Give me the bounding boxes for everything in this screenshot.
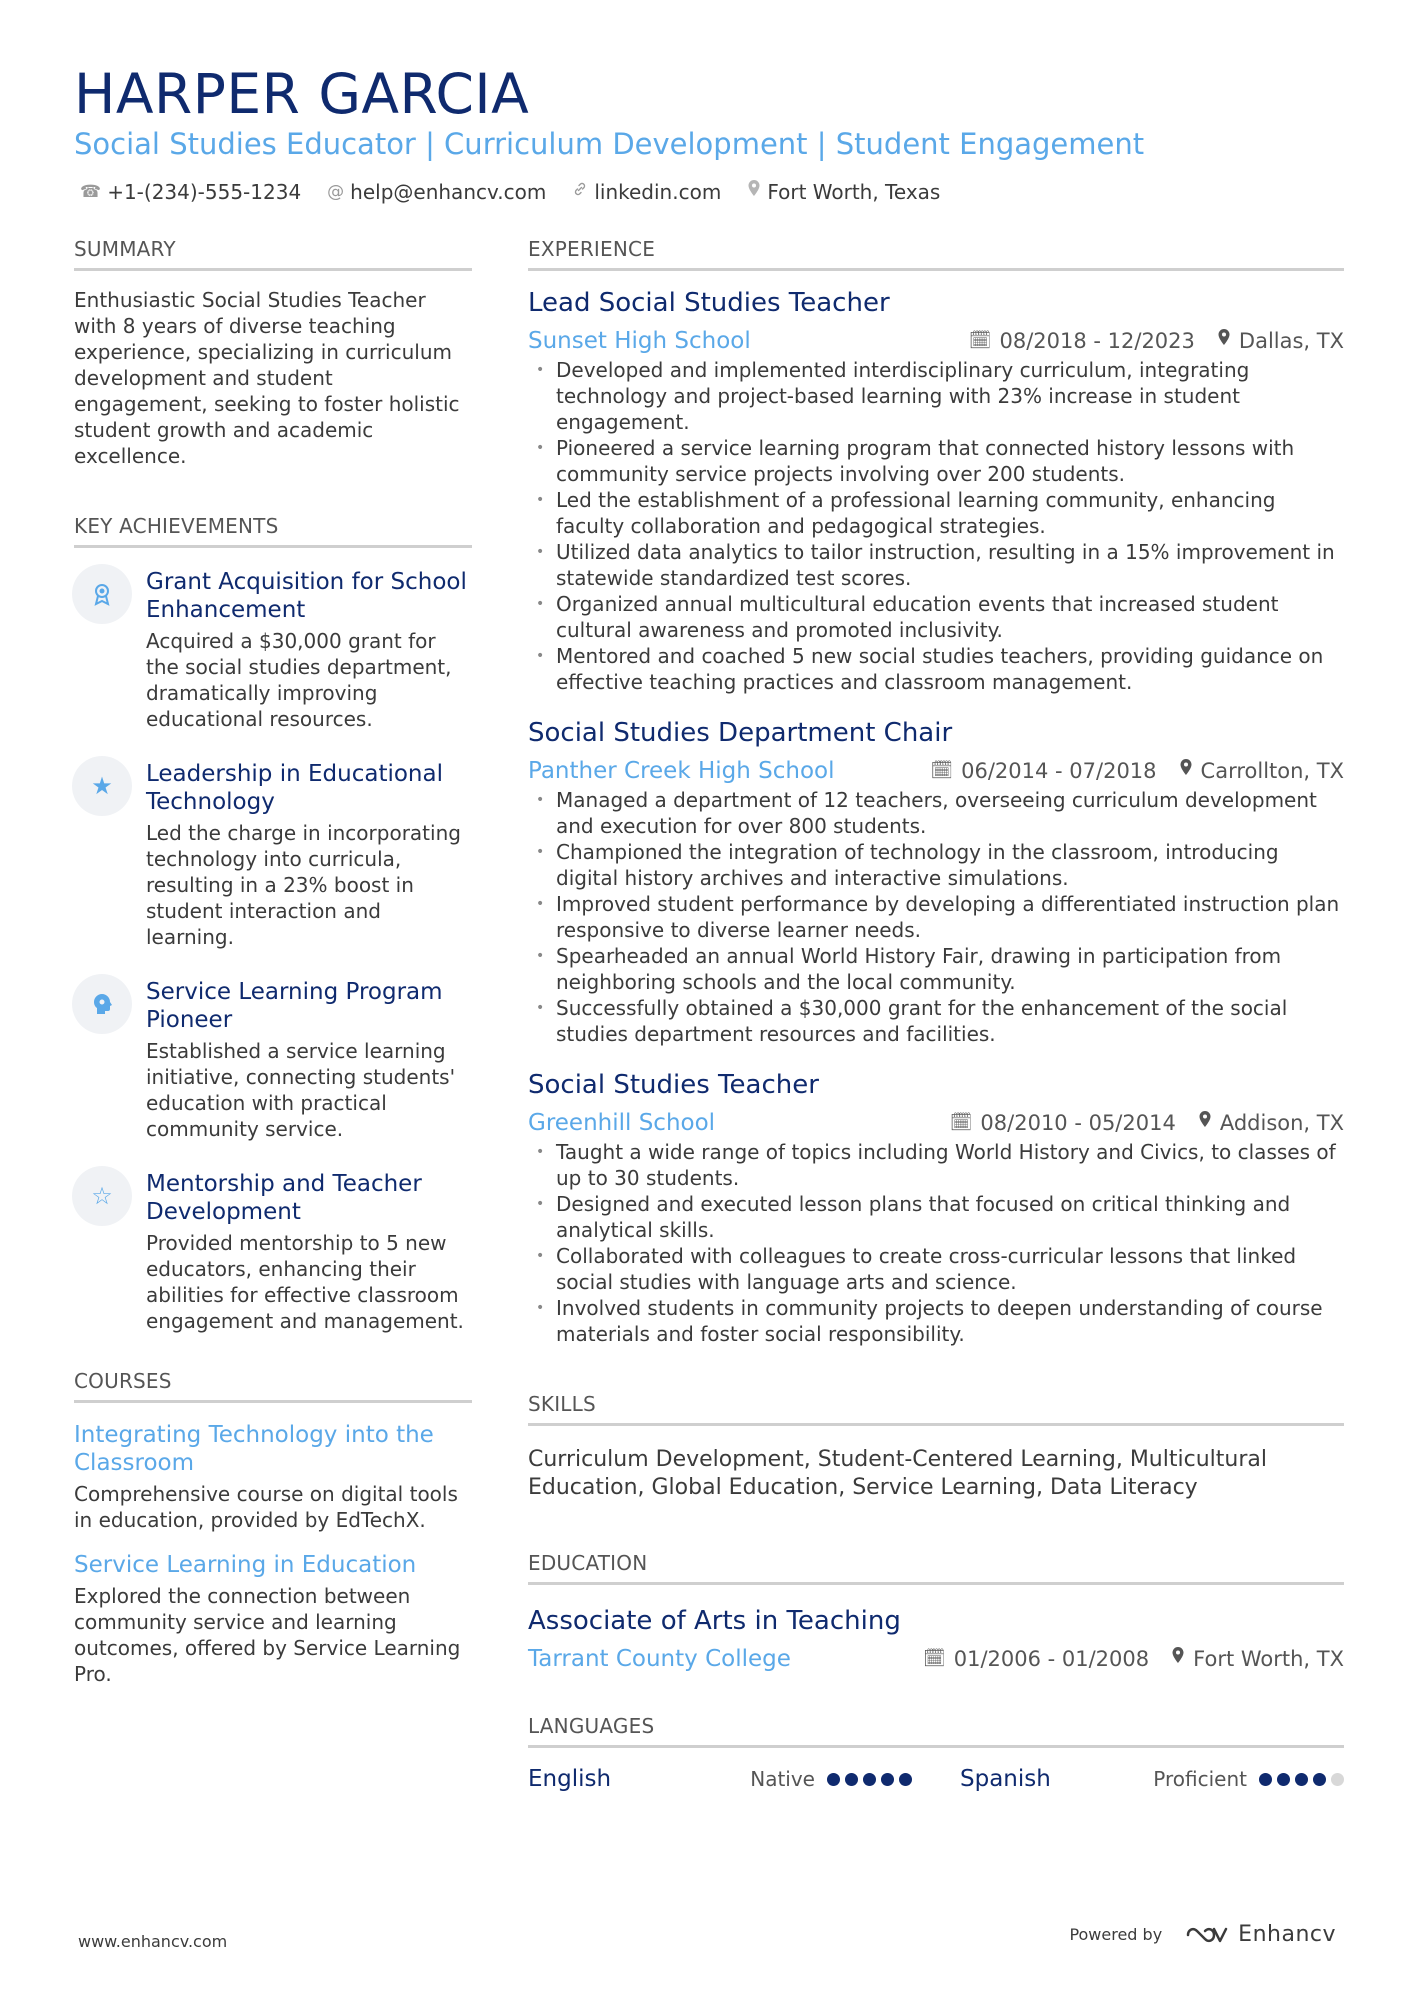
language-level: Proficient [1153,1767,1247,1791]
course-item [74,1421,472,1533]
rating-dot-filled [1277,1773,1290,1786]
job-location: Addison, TX [1219,1111,1344,1135]
job-entry [528,1069,1344,1347]
contact-linkedin-text[interactable]: linkedin.com [594,180,722,204]
course-desc: Explored the connection between community service and learning outcomes, offered by Service Learning Pro. [74,1584,461,1686]
education-title: EDUCATION [528,1550,1344,1585]
headline: Social Studies Educator | Curriculum Development | Student Engagement [74,127,1145,161]
job-title: Social Studies Department Chair [528,718,953,748]
job-dates: 08/2018 - 12/2023 [999,329,1195,353]
bullet: • Designed and executed lesson plans that focused on critical thinking and analytical skills. [528,1191,1344,1243]
achievement-item [74,1166,472,1334]
job-bullets [528,1139,1344,1347]
calendar-icon: 🗓 [930,760,954,781]
job-location: Carrollton, TX [1200,759,1344,783]
education-location: Fort Worth, TX [1193,1647,1344,1671]
contact-bar [80,178,940,206]
bullet: • Improved student performance by developing a differentiated instruction plan responsive to diverse learner needs. [528,891,1344,943]
achievement-title: Service Learning Program Pioneer [146,979,443,1033]
rating-dot-empty [1331,1773,1344,1786]
phone-icon: ☎ [80,182,102,202]
achievement-item [74,974,472,1142]
experience-title: EXPERIENCE [528,236,1344,271]
contact-phone [80,178,301,206]
language-item [960,1766,1344,1792]
bullet: • Spearheaded an annual World History Fair, drawing in participation from neighboring schools and the local community. [528,943,1344,995]
job-bullets [528,787,1344,1047]
languages-title: LANGUAGES [528,1713,1344,1748]
enhancv-logo-icon [1184,1923,1230,1947]
award-icon [72,564,132,624]
achievement-desc: Provided mentorship to 5 new educators, enhancing their abilities for effective classroom engagement and management. [146,1231,464,1333]
language-rating [1259,1773,1344,1786]
job-dates: 08/2010 - 05/2014 [980,1111,1176,1135]
degree: Associate of Arts in Teaching [528,1606,901,1636]
calendar-icon: 🗓 [922,1648,946,1669]
job-location: Dallas, TX [1238,329,1344,353]
contact-email[interactable] [327,178,546,206]
company-name: Sunset High School [528,328,751,354]
achievement-item [74,564,472,732]
star-outline-icon: ☆ [72,1166,132,1226]
bullet: • Utilized data analytics to tailor instruction, resulting in a 15% improvement in statewide standardized test scores. [528,539,1344,591]
link-icon [572,178,588,206]
bullet: • Managed a department of 12 teachers, overseeing curriculum development and execution for over 800 students. [528,787,1344,839]
location-icon [1179,757,1193,785]
rating-dot-filled [899,1773,912,1786]
course-title: Service Learning in Education [74,1552,417,1578]
achievement-title: Leadership in Educational Technology [146,761,443,815]
rating-dot-filled [863,1773,876,1786]
bullet: • Pioneered a service learning program that connected history lessons with community service projects involving over 200 students. [528,435,1344,487]
skills-title: SKILLS [528,1391,1344,1426]
bullet: • Mentored and coached 5 new social studies teachers, providing guidance on effective teaching practices and classroom management. [528,643,1344,695]
brand-name: Enhancv [1238,1922,1336,1947]
calendar-icon: 🗓 [968,330,992,351]
bullet: • Developed and implemented interdisciplinary curriculum, integrating technology and project-based learning with 23% increase in student engagement. [528,357,1344,435]
language-rating [827,1773,912,1786]
education-entry [528,1605,1344,1673]
contact-phone-text: +1-(234)-555-1234 [107,180,302,204]
course-title: Integrating Technology into the Classroom [74,1422,434,1476]
location-icon [1198,1109,1212,1137]
job-title: Lead Social Studies Teacher [528,288,890,318]
footer-branding [1069,1922,1336,1947]
contact-location-text: Fort Worth, Texas [767,180,941,204]
bullet: • Involved students in community projects to deepen understanding of course materials and foster social responsibility. [528,1295,1344,1347]
rating-dot-filled [881,1773,894,1786]
achievement-desc: Established a service learning initiative, connecting students' education with practical community service. [146,1039,456,1141]
contact-email-text[interactable]: help@enhancv.com [350,180,547,204]
calendar-icon: 🗓 [949,1112,973,1133]
star-icon: ★ [72,756,132,816]
company-name: Panther Creek High School [528,758,835,784]
head-icon [72,974,132,1034]
bullet: • Taught a wide range of topics including World History and Civics, to classes of up to 30 students. [528,1139,1344,1191]
job-bullets [528,357,1344,695]
languages-row [528,1766,1344,1792]
job-dates: 06/2014 - 07/2018 [961,759,1157,783]
achievements-title: KEY ACHIEVEMENTS [74,513,472,548]
course-desc: Comprehensive course on digital tools in education, provided by EdTechX. [74,1482,458,1532]
bullet: • Successfully obtained a $30,000 grant for the enhancement of the social studies department resources and facilities. [528,995,1344,1047]
education-dates: 01/2006 - 01/2008 [953,1647,1150,1671]
achievement-desc: Led the charge in incorporating technology into curricula, resulting in a 23% boost in student interaction and learning. [146,821,461,949]
achievement-title: Grant Acquisition for School Enhancement [146,569,467,623]
at-icon: @ [327,182,345,202]
rating-dot-filled [845,1773,858,1786]
school-name: Tarrant County College [528,1646,791,1672]
language-name: English [528,1766,612,1792]
contact-location [747,178,940,206]
language-level: Native [750,1767,815,1791]
left-column [74,236,472,1705]
location-icon [747,178,761,206]
rating-dot-filled [1259,1773,1272,1786]
location-icon [1171,1645,1185,1673]
achievement-title: Mentorship and Teacher Development [146,1171,422,1225]
summary-text: Enthusiastic Social Studies Teacher with 8 years of diverse teaching experience, specializing in curriculum development and student engagement, seeking to foster holistic student growth and academic excellence. [74,288,460,468]
achievement-desc: Acquired a $30,000 grant for the social studies department, dramatically improving educational resources. [146,629,452,731]
rating-dot-filled [1295,1773,1308,1786]
right-column [528,236,1344,1792]
summary-title: SUMMARY [74,236,472,271]
rating-dot-filled [1313,1773,1326,1786]
skills-text: Curriculum Development, Student-Centered Learning, Multicultural Education, Global Education, Service Learning, Data Literacy [528,1447,1267,1500]
job-entry [528,717,1344,1047]
achievement-item [74,756,472,950]
course-item [74,1551,472,1687]
courses-title: COURSES [74,1368,472,1403]
rating-dot-filled [827,1773,840,1786]
bullet: • Championed the integration of technology in the classroom, introducing digital history archives and interactive simulations. [528,839,1344,891]
footer-website[interactable]: www.enhancv.com [78,1932,228,1951]
location-icon [1217,327,1231,355]
powered-by-text: Powered by [1069,1925,1163,1944]
bullet: • Collaborated with colleagues to create cross-curricular lessons that linked social studies with language arts and science. [528,1243,1344,1295]
language-name: Spanish [960,1766,1051,1792]
job-title: Social Studies Teacher [528,1070,819,1100]
contact-linkedin[interactable] [572,178,721,206]
job-entry [528,287,1344,695]
brand-logo[interactable] [1184,1922,1336,1947]
language-item [528,1766,912,1792]
candidate-name: HARPER GARCIA [74,62,530,126]
company-name: Greenhill School [528,1110,716,1136]
bullet: • Organized annual multicultural education events that increased student cultural awareness and promoted inclusivity. [528,591,1344,643]
bullet: • Led the establishment of a professional learning community, enhancing faculty collaboration and pedagogical strategies. [528,487,1344,539]
